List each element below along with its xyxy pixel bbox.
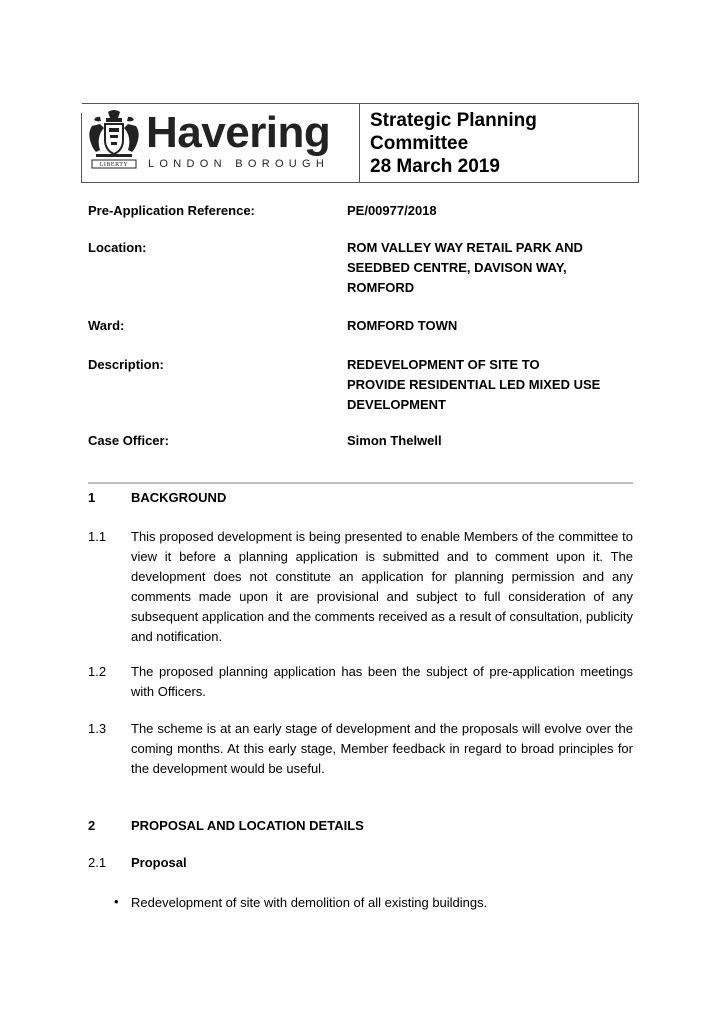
- paragraph-number: 1.3: [88, 721, 107, 736]
- section-number: 2: [88, 818, 96, 833]
- logo-wordmark: Havering: [146, 108, 331, 157]
- committee-line: Strategic Planning: [370, 110, 537, 131]
- section-title: BACKGROUND: [131, 490, 227, 505]
- paragraph-number: 1.1: [88, 529, 107, 544]
- detail-label: Ward:: [88, 318, 125, 333]
- meeting-date: 28 March 2019: [370, 156, 500, 177]
- detail-value: Simon Thelwell: [347, 433, 442, 448]
- havering-logo: [86, 108, 356, 178]
- section-title: PROPOSAL AND LOCATION DETAILS: [131, 818, 364, 833]
- detail-value: PE/00977/2018: [347, 203, 437, 218]
- detail-value: ROMFORD TOWN: [347, 318, 458, 333]
- paragraph-number: 1.2: [88, 664, 107, 679]
- detail-label: Pre-Application Reference:: [88, 203, 255, 218]
- detail-label: Case Officer:: [88, 433, 169, 448]
- bullet-icon: •: [114, 894, 119, 909]
- committee-line: Committee: [370, 133, 469, 154]
- detail-label: Location:: [88, 240, 147, 255]
- detail-value: ROM VALLEY WAY RETAIL PARK AND SEEDBED CENTRE, DAVISON WAY, ROMFORD: [347, 240, 583, 295]
- detail-label: Description:: [88, 357, 164, 372]
- logo-subtitle: LONDON BOROUGH: [148, 158, 330, 170]
- subsection-number: 2.1: [88, 855, 107, 870]
- paragraph-text: This proposed development is being presented to enable Members of the committee to view it before a planning application is submitted and to comment upon it. The development does not constitute an application for planning permission and any comments made upon it are provisional and subject to full consideration of any subsequent application and the comments received as a result of consultation, publicity and notification.: [131, 529, 633, 644]
- section-number: 1: [88, 490, 96, 505]
- paragraph-text: The scheme is at an early stage of development and the proposals will evolve over the coming months. At this early stage, Member feedback in regard to broad principles for the development would be useful.: [131, 721, 633, 776]
- paragraph-text: The proposed planning application has been the subject of pre-application meetings with Officers.: [131, 664, 633, 699]
- crest-motto: LIBERTY: [99, 162, 129, 168]
- detail-value: REDEVELOPMENT OF SITE TO PROVIDE RESIDENTIAL LED MIXED USE DEVELOPMENT: [347, 357, 601, 412]
- section-divider: [88, 482, 633, 484]
- committee-title: [370, 109, 630, 178]
- bullet-item: Redevelopment of site with demolition of all existing buildings.: [131, 895, 488, 910]
- subsection-title: Proposal: [131, 855, 187, 870]
- report-header: [81, 103, 639, 183]
